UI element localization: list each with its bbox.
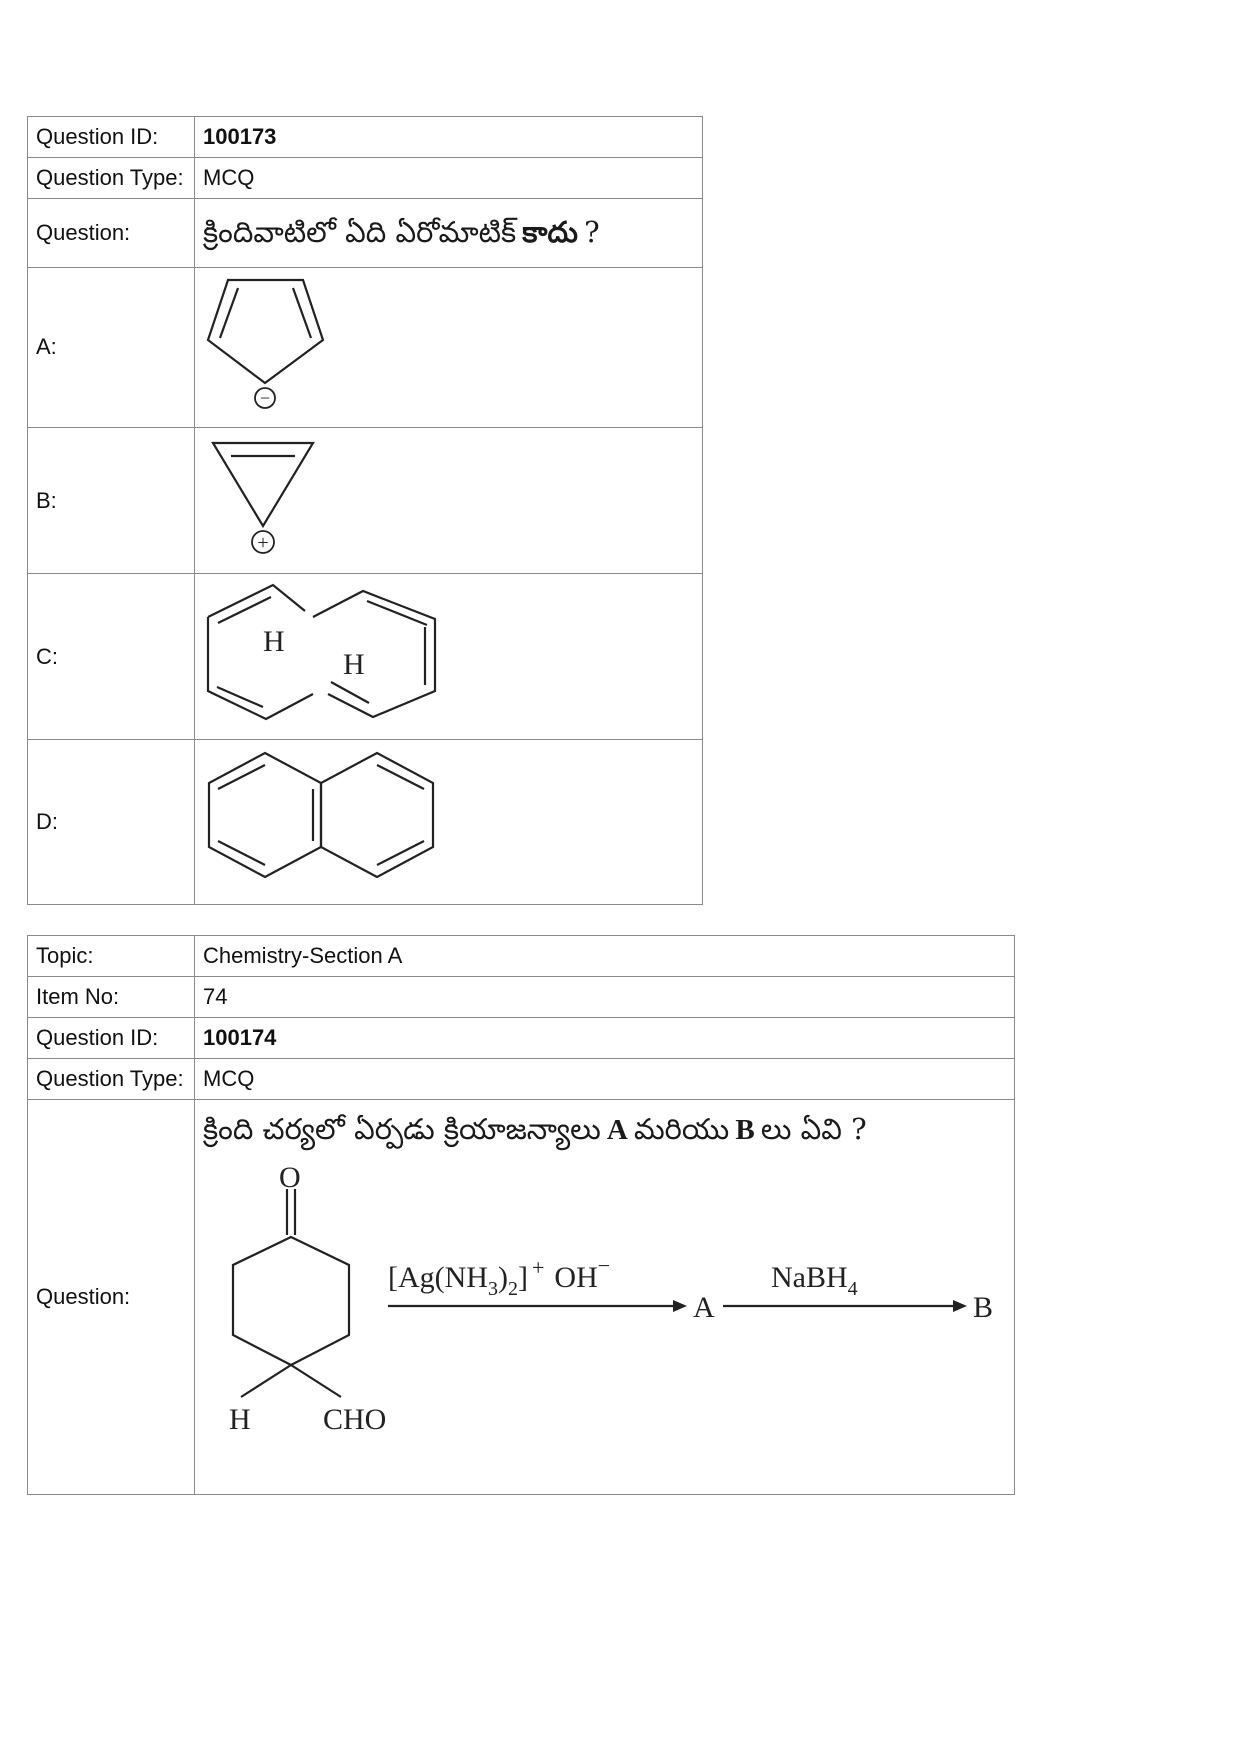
- bridge-hydrogen-2: H: [343, 648, 365, 682]
- question-2-text: [203, 1114, 1006, 1147]
- row-question-type-2: [28, 1059, 1015, 1100]
- question-type-value-2: MCQ: [195, 1059, 1015, 1100]
- naphthalene-right-ring: [321, 753, 433, 877]
- option-c-structure-cell: [195, 574, 703, 740]
- question-id-label: Question ID:: [28, 117, 195, 158]
- question-2-part3: లు ఏవి ?: [760, 1112, 867, 1146]
- question-text: క్రిందివాటిలో ఏది ఏరోమాటిక్: [203, 215, 517, 250]
- naphthalene-structure: [203, 745, 453, 895]
- question-2-part1: క్రింది చర్యలో ఏర్పడు క్రియాజన్యాలు: [203, 1112, 601, 1146]
- question-mark: ?: [584, 215, 600, 250]
- row-option-c: [28, 574, 703, 740]
- ring-hydrogen: H: [229, 1402, 251, 1436]
- option-a-structure-cell: [195, 268, 703, 428]
- row-option-d: [28, 740, 703, 905]
- question-emphasis: కాదు: [522, 215, 578, 250]
- question-label-2: Question:: [28, 1100, 195, 1495]
- option-d-structure-cell: [195, 740, 703, 905]
- cyclohexane-ring: [233, 1237, 349, 1365]
- question-2-part2: మరియు: [634, 1112, 730, 1146]
- row-question-id-2: [28, 1018, 1015, 1059]
- reagent-2: NaBH$_4$: [771, 1260, 858, 1300]
- row-question-2: [28, 1100, 1015, 1495]
- positive-charge-sign: +: [257, 532, 269, 554]
- product-b: B: [973, 1290, 994, 1324]
- question-table-100173: [27, 116, 703, 905]
- question-type-label: Question Type:: [28, 158, 195, 199]
- annulene-top-left: [208, 585, 305, 617]
- aldehyde-group: CHO: [323, 1402, 387, 1436]
- bridge-hydrogen-1: H: [263, 625, 285, 659]
- question-type-value: MCQ: [195, 158, 703, 199]
- option-b-label: B:: [28, 428, 195, 574]
- question-label: Question:: [28, 199, 195, 268]
- option-a-label: A:: [28, 268, 195, 428]
- naphthalene-left-ring: [209, 753, 321, 877]
- row-option-a: [28, 268, 703, 428]
- question-2-product-a: A: [606, 1114, 628, 1146]
- option-c-label: C:: [28, 574, 195, 740]
- row-question-id: [28, 117, 703, 158]
- five-membered-ring: [208, 280, 323, 383]
- topic-label: Topic:: [28, 936, 195, 977]
- bridged-annulene-structure: [203, 579, 453, 729]
- reaction-scheme: [203, 1147, 1003, 1457]
- reagent-1: $[Ag(NH_3)_2]$ + OH−: [388, 1252, 611, 1300]
- question-2-cell: [195, 1100, 1015, 1495]
- question-id-value: 100173: [195, 117, 703, 158]
- question-2-product-b: B: [735, 1114, 755, 1146]
- option-b-structure-cell: [195, 428, 703, 574]
- arrow-2-head: [953, 1300, 967, 1312]
- row-question: [28, 199, 703, 268]
- option-d-label: D:: [28, 740, 195, 905]
- item-no-label: Item No:: [28, 977, 195, 1018]
- arrow-1-head: [673, 1300, 687, 1312]
- row-topic: [28, 936, 1015, 977]
- row-question-type: [28, 158, 703, 199]
- item-no-value: 74: [195, 977, 1015, 1018]
- carbonyl-oxygen: O: [279, 1160, 301, 1194]
- cyclopropenyl-cation-structure: [203, 428, 343, 568]
- question-id-label-2: Question ID:: [28, 1018, 195, 1059]
- topic-value: Chemistry-Section A: [195, 936, 1015, 977]
- cyclopentadienyl-anion-structure: [203, 270, 343, 420]
- negative-charge-sign: −: [259, 387, 271, 408]
- row-item-no: [28, 977, 1015, 1018]
- question-id-value-2: 100174: [195, 1018, 1015, 1059]
- question-text-cell: [195, 199, 703, 268]
- question-type-label-2: Question Type:: [28, 1059, 195, 1100]
- annulene-right-ring: [313, 591, 435, 717]
- annulene-left-ring: [208, 617, 313, 719]
- row-option-b: [28, 428, 703, 574]
- question-table-100174: [27, 935, 1015, 1495]
- product-a: A: [693, 1290, 715, 1324]
